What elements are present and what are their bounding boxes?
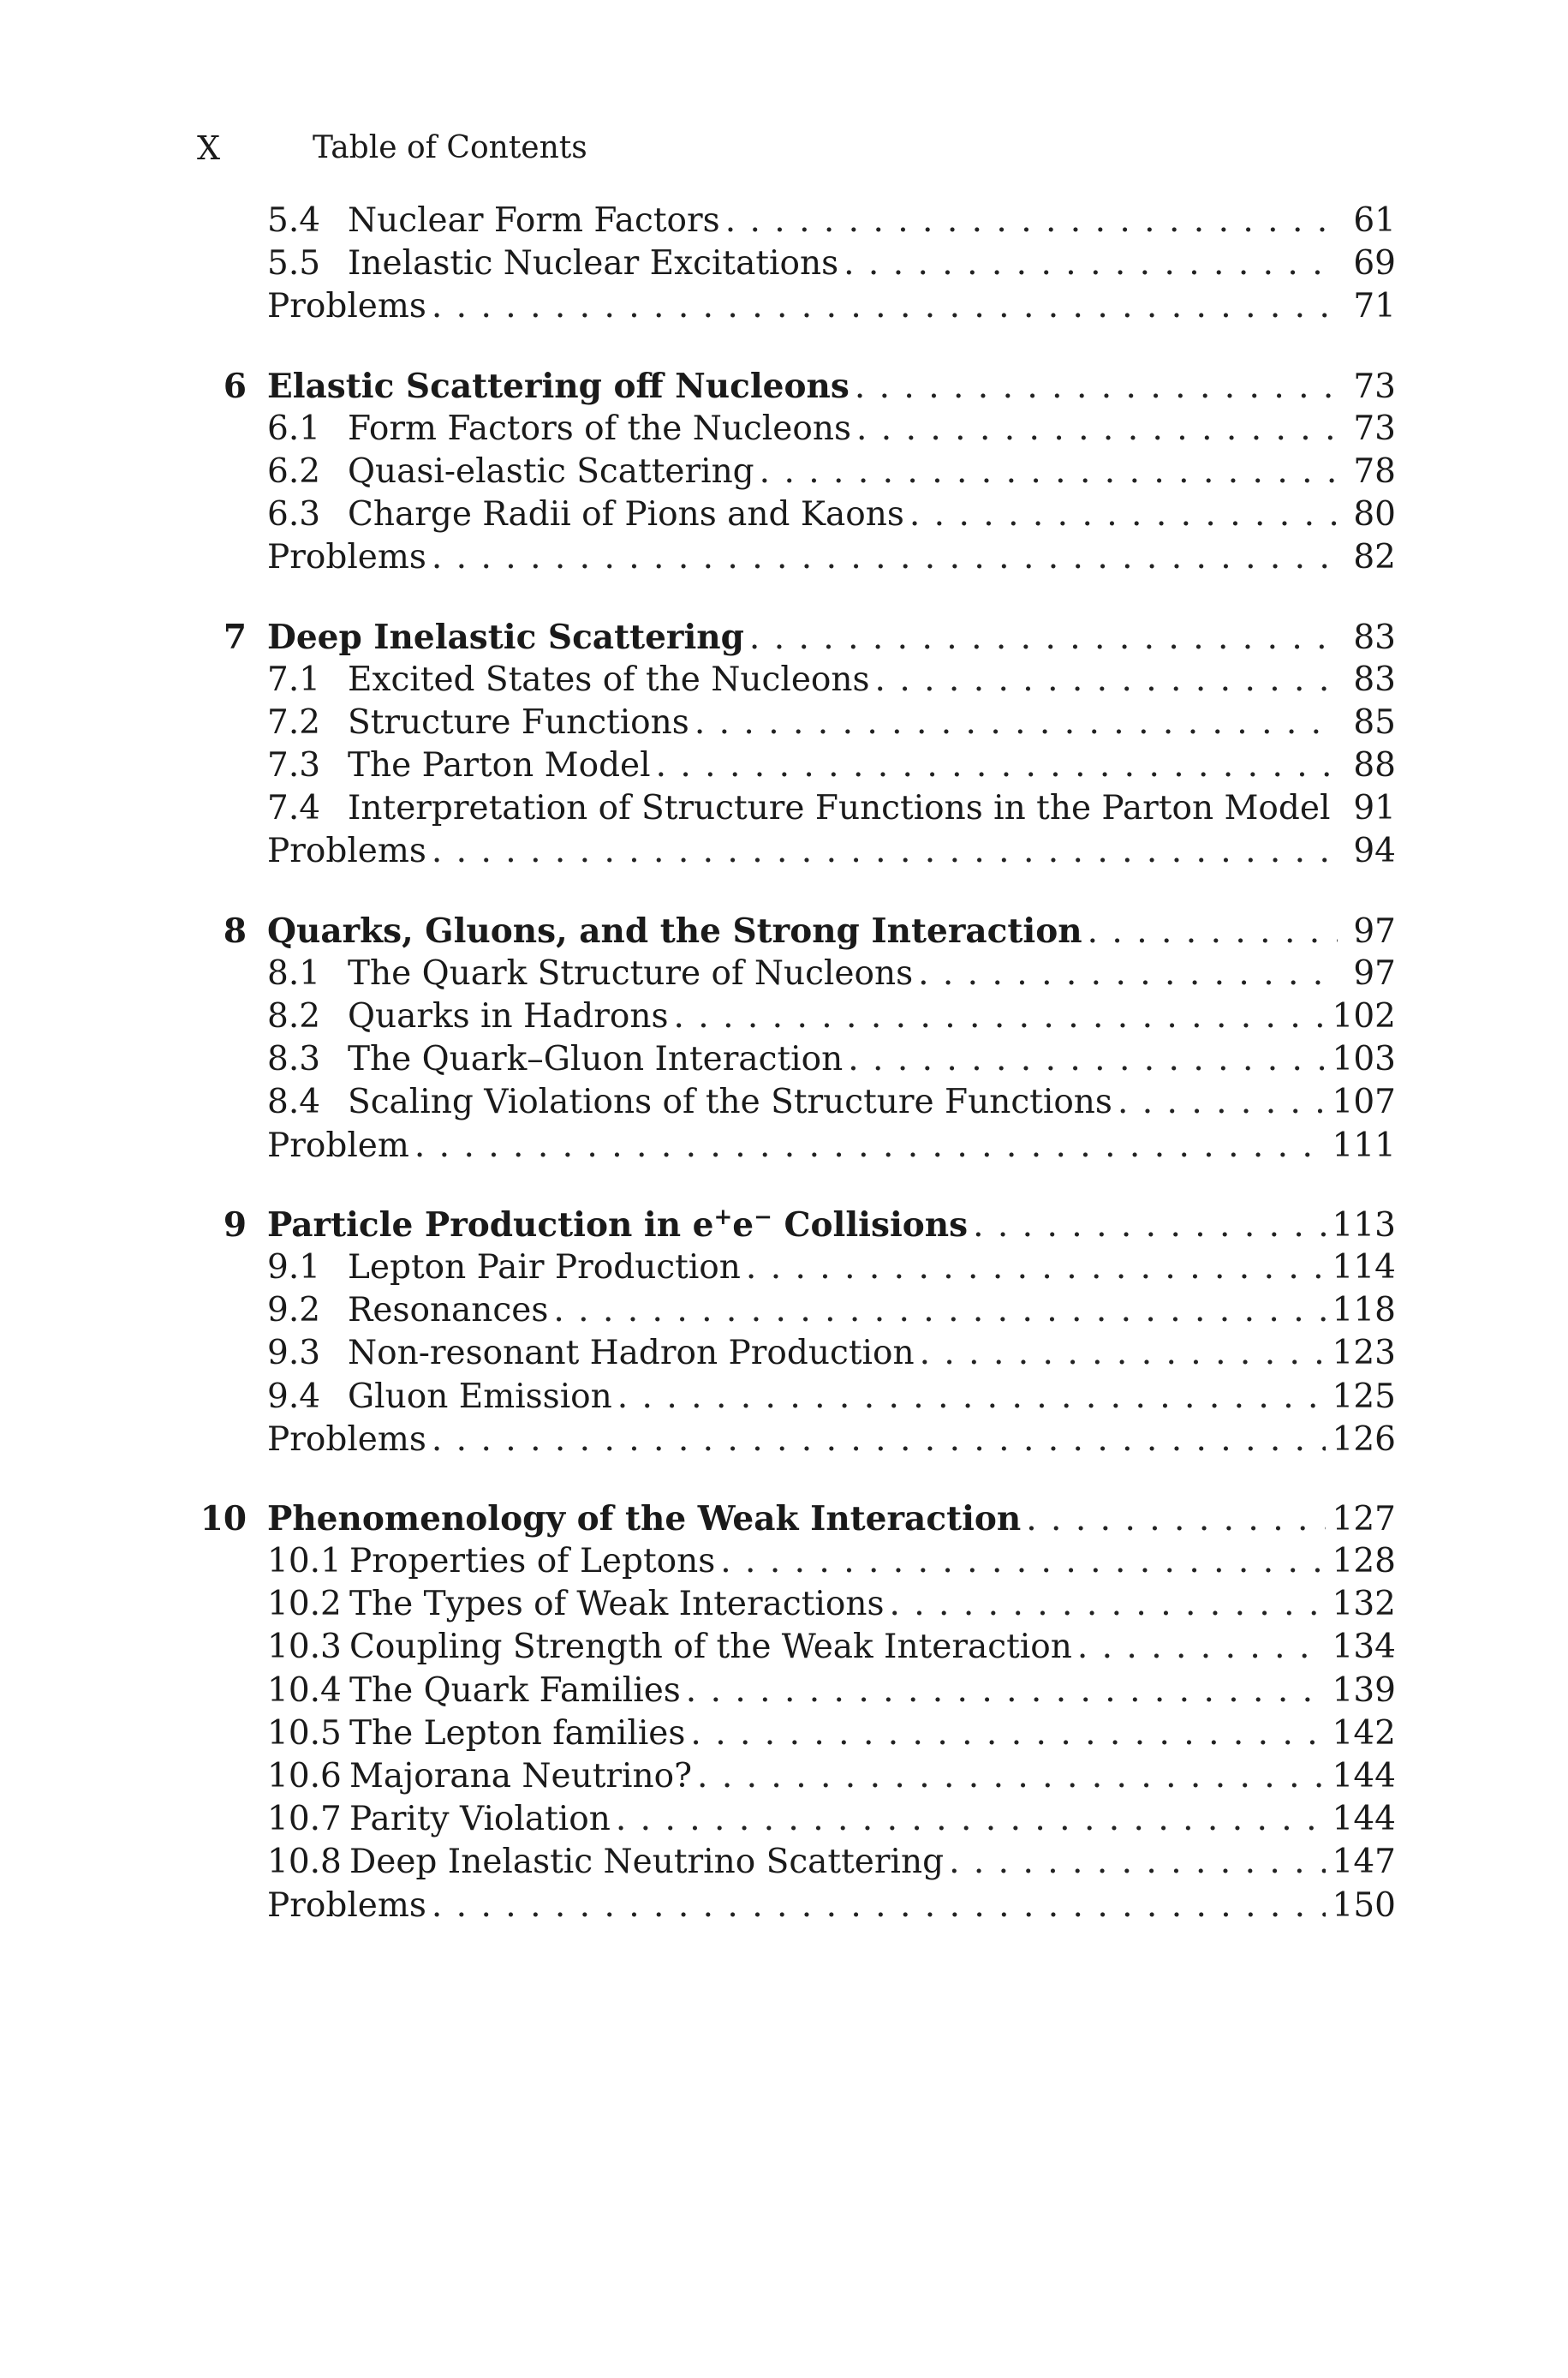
section-title: Excited States of the Nucleons — [348, 660, 870, 699]
section-title: Inelastic Nuclear Excitations — [348, 244, 839, 284]
dot-leader — [909, 493, 1338, 536]
dot-leader — [697, 1755, 1326, 1798]
toc-entry-problems[interactable] — [195, 1419, 1396, 1461]
toc-entry-problems[interactable] — [195, 1885, 1396, 1927]
section-number: 6.1 — [267, 409, 321, 448]
page-ref: 107 — [1332, 1083, 1396, 1122]
toc-entry[interactable] — [195, 1289, 1396, 1332]
page-ref: 69 — [1353, 244, 1396, 284]
page-ref: 132 — [1332, 1585, 1396, 1624]
toc-entry[interactable] — [195, 1583, 1396, 1626]
section-title: Form Factors of the Nucleons — [348, 409, 851, 448]
chapter-7 — [195, 616, 1396, 874]
section-number: 10.6 — [267, 1757, 342, 1795]
toc-entry[interactable] — [195, 1540, 1396, 1583]
page-ref: 97 — [1353, 911, 1396, 951]
dot-leader — [674, 995, 1326, 1038]
toc-entry-problems[interactable] — [195, 285, 1396, 328]
page-ref: 83 — [1353, 618, 1396, 657]
section-title: The Quark Families — [349, 1670, 681, 1710]
page-ref: 102 — [1332, 997, 1396, 1036]
dot-leader — [1077, 1626, 1326, 1669]
section-number: 10.7 — [267, 1800, 342, 1839]
page-ref: 61 — [1353, 201, 1396, 240]
page-ref: 113 — [1332, 1205, 1396, 1245]
section-title: The Quark Structure of Nucleons — [348, 953, 914, 993]
dot-leader — [616, 1798, 1326, 1841]
dot-leader — [855, 366, 1338, 409]
toc-entry[interactable] — [195, 1246, 1396, 1289]
section-number: 10.2 — [267, 1585, 342, 1624]
page-ref: 80 — [1353, 495, 1396, 535]
page-ref: 78 — [1353, 451, 1396, 491]
toc-entry-problems[interactable] — [195, 1125, 1396, 1168]
dot-leader — [432, 285, 1338, 328]
chapter-title: Elastic Scattering off Nucleons — [267, 366, 850, 406]
superscript-plus: + — [713, 1204, 733, 1230]
dot-leader — [432, 830, 1338, 873]
chapter-heading[interactable] — [195, 1497, 1396, 1540]
running-header — [197, 127, 1396, 170]
toc-entry[interactable] — [195, 200, 1396, 242]
dot-leader — [856, 408, 1338, 451]
toc-entry[interactable] — [195, 1755, 1396, 1798]
toc-entry[interactable] — [195, 408, 1396, 451]
section-title: Charge Radii of Pions and Kaons — [348, 495, 904, 535]
toc-entry[interactable] — [195, 1038, 1396, 1081]
section-number: 10.3 — [267, 1628, 342, 1667]
section-title: Majorana Neutrino? — [349, 1757, 693, 1795]
page-ref: 125 — [1332, 1377, 1396, 1416]
chapter-title: Quarks, Gluons, and the Strong Interaction — [267, 911, 1082, 951]
page-ref: 139 — [1332, 1670, 1396, 1710]
section-title: The Types of Weak Interactions — [349, 1585, 885, 1624]
dot-leader — [432, 1885, 1326, 1927]
page-ref: 91 — [1353, 789, 1396, 828]
toc-entry-problems[interactable] — [195, 830, 1396, 873]
section-number: 7.1 — [267, 660, 321, 699]
dot-leader — [1118, 1081, 1326, 1124]
dot-leader — [760, 451, 1338, 493]
page-ref: 88 — [1353, 746, 1396, 786]
dot-leader — [889, 1583, 1325, 1626]
toc-entry[interactable] — [195, 702, 1396, 744]
dot-leader — [746, 1246, 1326, 1289]
chapter-number: 7 — [223, 617, 247, 657]
toc-entry[interactable] — [195, 242, 1396, 285]
toc-entry[interactable] — [195, 493, 1396, 536]
page-ref: 134 — [1332, 1628, 1396, 1667]
dot-leader — [725, 200, 1338, 242]
chapter-6 — [195, 365, 1396, 580]
toc-entry[interactable] — [195, 1081, 1396, 1124]
chapter-heading[interactable] — [195, 1204, 1396, 1246]
dot-leader — [695, 702, 1338, 744]
table-of-contents — [195, 200, 1396, 1963]
dot-leader — [720, 1540, 1325, 1583]
toc-entry-problems[interactable] — [195, 536, 1396, 579]
page-ref: 94 — [1353, 832, 1396, 871]
toc-entry[interactable] — [195, 995, 1396, 1038]
section-number: 7.4 — [267, 789, 321, 828]
dot-leader — [920, 1332, 1326, 1375]
page-number: X — [197, 129, 221, 167]
dot-leader — [432, 536, 1338, 579]
page-ref: 83 — [1353, 660, 1396, 699]
toc-entry[interactable] — [195, 1712, 1396, 1755]
section-title: Problems — [267, 538, 426, 577]
section-title: Resonances — [348, 1291, 549, 1330]
section-number: 8.3 — [267, 1040, 321, 1079]
chapter-title: Deep Inelastic Scattering — [267, 617, 744, 657]
section-title: Lepton Pair Production — [348, 1247, 741, 1287]
dot-leader — [875, 659, 1338, 702]
page-ref: 127 — [1332, 1499, 1396, 1539]
section-number: 6.2 — [267, 451, 321, 491]
toc-entry[interactable] — [195, 1798, 1396, 1841]
page-ref: 123 — [1332, 1334, 1396, 1373]
dot-leader — [973, 1204, 1325, 1247]
dot-leader — [432, 1419, 1326, 1461]
dot-leader — [1088, 911, 1338, 953]
section-title: Interpretation of Structure Functions in the Parton Model — [348, 789, 1331, 828]
toc-entry[interactable] — [195, 1376, 1396, 1419]
toc-entry[interactable] — [195, 1841, 1396, 1884]
chapter-number: 6 — [223, 366, 247, 406]
chapter-8 — [195, 910, 1396, 1168]
section-number: 9.1 — [267, 1247, 321, 1287]
section-number: 10.8 — [267, 1843, 342, 1882]
section-number: 8.2 — [267, 997, 321, 1036]
section-title: Problems — [267, 287, 426, 326]
chapter-heading[interactable] — [195, 910, 1396, 953]
chapter-title — [267, 1204, 968, 1246]
section-title: The Quark–Gluon Interaction — [348, 1040, 844, 1079]
section-title: Structure Functions — [348, 702, 689, 742]
page-ref: 82 — [1353, 538, 1396, 577]
section-title: Problems — [267, 1419, 426, 1459]
page-ref: 128 — [1332, 1542, 1396, 1581]
toc-entry[interactable] — [195, 1626, 1396, 1669]
dot-leader — [918, 953, 1338, 995]
superscript-minus: − — [754, 1204, 772, 1230]
section-number: 8.1 — [267, 953, 321, 993]
page-ref: 73 — [1353, 367, 1396, 406]
chapter-title-part: e — [732, 1204, 754, 1245]
section-number: 10.1 — [267, 1542, 342, 1581]
section-title: Quarks in Hadrons — [348, 997, 669, 1036]
section-title: Scaling Violations of the Structure Functions — [348, 1083, 1112, 1122]
chapter-heading[interactable] — [195, 616, 1396, 659]
section-title: Deep Inelastic Neutrino Scattering — [349, 1843, 945, 1882]
page-ref: 85 — [1353, 702, 1396, 742]
dot-leader — [686, 1670, 1326, 1712]
page-ref: 71 — [1353, 287, 1396, 326]
page-ref: 150 — [1332, 1885, 1396, 1925]
section-title: Problems — [267, 832, 426, 871]
dot-leader — [414, 1125, 1326, 1168]
page-ref: 144 — [1332, 1757, 1396, 1795]
section-title: Nuclear Form Factors — [348, 201, 720, 240]
toc-entry[interactable] — [195, 787, 1396, 830]
dot-leader — [844, 242, 1338, 285]
dot-leader — [848, 1038, 1325, 1081]
section-title: Coupling Strength of the Weak Interaction — [349, 1628, 1072, 1667]
section-number: 10.5 — [267, 1713, 342, 1753]
dot-leader — [690, 1712, 1325, 1755]
toc-entry[interactable] — [195, 1332, 1396, 1375]
page-ref: 73 — [1353, 409, 1396, 448]
chapter-9 — [195, 1204, 1396, 1461]
section-number: 10.4 — [267, 1670, 342, 1710]
page-ref: 144 — [1332, 1800, 1396, 1839]
dot-leader — [749, 617, 1338, 660]
chapter-heading[interactable] — [195, 365, 1396, 408]
chapter-10 — [195, 1497, 1396, 1927]
section-title: The Lepton families — [349, 1713, 686, 1753]
dot-leader — [1026, 1498, 1325, 1541]
section-number: 6.3 — [267, 495, 321, 535]
page-ref: 103 — [1332, 1040, 1396, 1079]
section-number: 5.4 — [267, 201, 321, 240]
section-title: Non-resonant Hadron Production — [348, 1334, 915, 1373]
dot-leader — [656, 744, 1338, 787]
page-ref: 118 — [1332, 1291, 1396, 1330]
chapter-number: 8 — [223, 911, 247, 951]
chapter-title-part: Collisions — [772, 1204, 969, 1245]
toc-entry[interactable] — [195, 451, 1396, 493]
section-title: The Parton Model — [348, 746, 651, 786]
section-number: 7.2 — [267, 702, 321, 742]
section-number: 8.4 — [267, 1083, 321, 1122]
page-ref: 114 — [1332, 1247, 1396, 1287]
section-number: 9.4 — [267, 1377, 321, 1416]
section-title: Parity Violation — [349, 1800, 611, 1839]
section-title: Quasi-elastic Scattering — [348, 451, 754, 491]
section-title: Gluon Emission — [348, 1377, 612, 1416]
running-title: Table of Contents — [313, 130, 587, 165]
section-number: 5.5 — [267, 244, 321, 284]
section-title: Problems — [267, 1885, 426, 1925]
toc-entry[interactable] — [195, 1670, 1396, 1712]
page-ref: 142 — [1332, 1713, 1396, 1753]
chapter-title: Phenomenology of the Weak Interaction — [267, 1498, 1022, 1539]
section-title: Properties of Leptons — [349, 1542, 716, 1581]
chapter-title-part: Particle Production in e — [267, 1204, 714, 1245]
page-ref: 126 — [1332, 1419, 1396, 1459]
section-number: 9.3 — [267, 1334, 321, 1373]
chapter-number: 9 — [223, 1204, 247, 1245]
chapter-5-continuation — [195, 200, 1396, 329]
section-number: 7.3 — [267, 746, 321, 786]
toc-entry[interactable] — [195, 659, 1396, 702]
section-title: Problem — [267, 1126, 409, 1165]
page-ref: 97 — [1353, 953, 1396, 993]
page-ref: 111 — [1332, 1126, 1396, 1165]
dot-leader — [1335, 787, 1338, 830]
toc-entry[interactable] — [195, 953, 1396, 995]
dot-leader — [949, 1841, 1325, 1884]
section-number: 9.2 — [267, 1291, 321, 1330]
chapter-number: 10 — [200, 1498, 247, 1539]
dot-leader — [553, 1289, 1325, 1332]
toc-entry[interactable] — [195, 744, 1396, 787]
page-ref: 147 — [1332, 1843, 1396, 1882]
dot-leader — [617, 1376, 1326, 1419]
